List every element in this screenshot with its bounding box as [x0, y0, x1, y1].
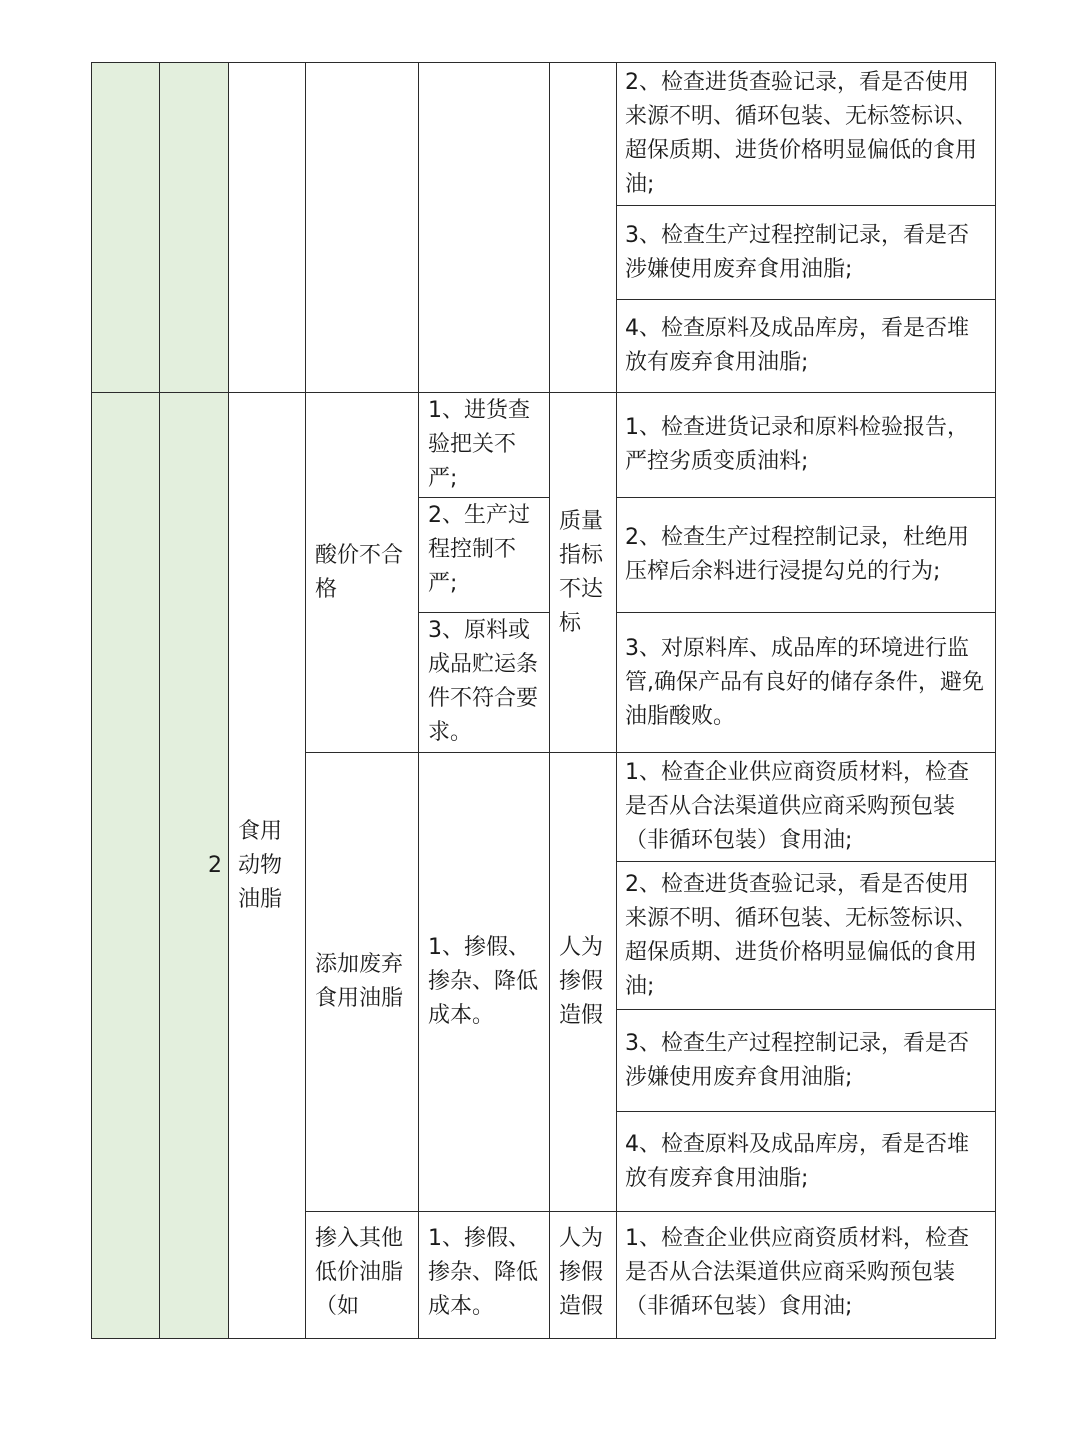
measure-cell: 1、检查企业供应商资质材料，检查是否从合法渠道供应商采购预包装（非循环包装）食用油; — [617, 1212, 996, 1339]
prev-product-cell — [229, 63, 306, 393]
risk-category: 人为掺假造假 — [550, 753, 617, 1212]
measure-cell: 3、检查生产过程控制记录，看是否涉嫌使用废弃食用油脂; — [617, 1010, 996, 1112]
risk-cause: 1、进货查验把关不严; — [419, 393, 550, 498]
measure-cell: 2、检查进货查验记录，看是否使用来源不明、循环包装、无标签标识、超保质期、进货价格明显偏低的食用油; — [617, 63, 996, 206]
risk-cause: 3、原料或成品贮运条件不符合要求。 — [419, 613, 550, 753]
product-name: 食用动物油脂 — [229, 393, 306, 1339]
group-cell — [92, 393, 160, 1339]
measure-cell: 4、检查原料及成品库房，看是否堆放有废弃食用油脂; — [617, 300, 996, 393]
inspection-table — [91, 62, 996, 1339]
measure-cell: 3、对原料库、成品库的环境进行监管,确保产品有良好的储存条件，避免油脂酸败。 — [617, 613, 996, 753]
measure-cell: 4、检查原料及成品库房，看是否堆放有废弃食用油脂; — [617, 1112, 996, 1212]
measure-cell: 2、检查生产过程控制记录，杜绝用压榨后余料进行浸提勾兑的行为; — [617, 498, 996, 613]
measure-cell: 2、检查进货查验记录，看是否使用来源不明、循环包装、无标签标识、超保质期、进货价格明显偏低的食用油; — [617, 862, 996, 1010]
risk-name: 掺入其他低价油脂（如 — [306, 1212, 419, 1339]
prev-category-cell — [550, 63, 617, 393]
prev-group-cell — [92, 63, 160, 393]
risk-category: 质量指标不达标 — [550, 393, 617, 753]
table-row — [92, 393, 996, 498]
risk-category: 人为掺假造假 — [550, 1212, 617, 1339]
item-number: 2 — [160, 393, 229, 1339]
table-row — [92, 63, 996, 206]
risk-name: 添加废弃食用油脂 — [306, 753, 419, 1212]
risk-cause: 1、掺假、掺杂、降低成本。 — [419, 1212, 550, 1339]
prev-risk-cell — [306, 63, 419, 393]
prev-number-cell — [160, 63, 229, 393]
measure-cell: 1、检查进货记录和原料检验报告，严控劣质变质油料; — [617, 393, 996, 498]
measure-cell: 3、检查生产过程控制记录，看是否涉嫌使用废弃食用油脂; — [617, 206, 996, 300]
risk-name: 酸价不合格 — [306, 393, 419, 753]
risk-cause: 2、生产过程控制不严; — [419, 498, 550, 613]
measure-cell: 1、检查企业供应商资质材料，检查是否从合法渠道供应商采购预包装（非循环包装）食用油; — [617, 753, 996, 862]
prev-cause-cell — [419, 63, 550, 393]
risk-cause: 1、掺假、掺杂、降低成本。 — [419, 753, 550, 1212]
